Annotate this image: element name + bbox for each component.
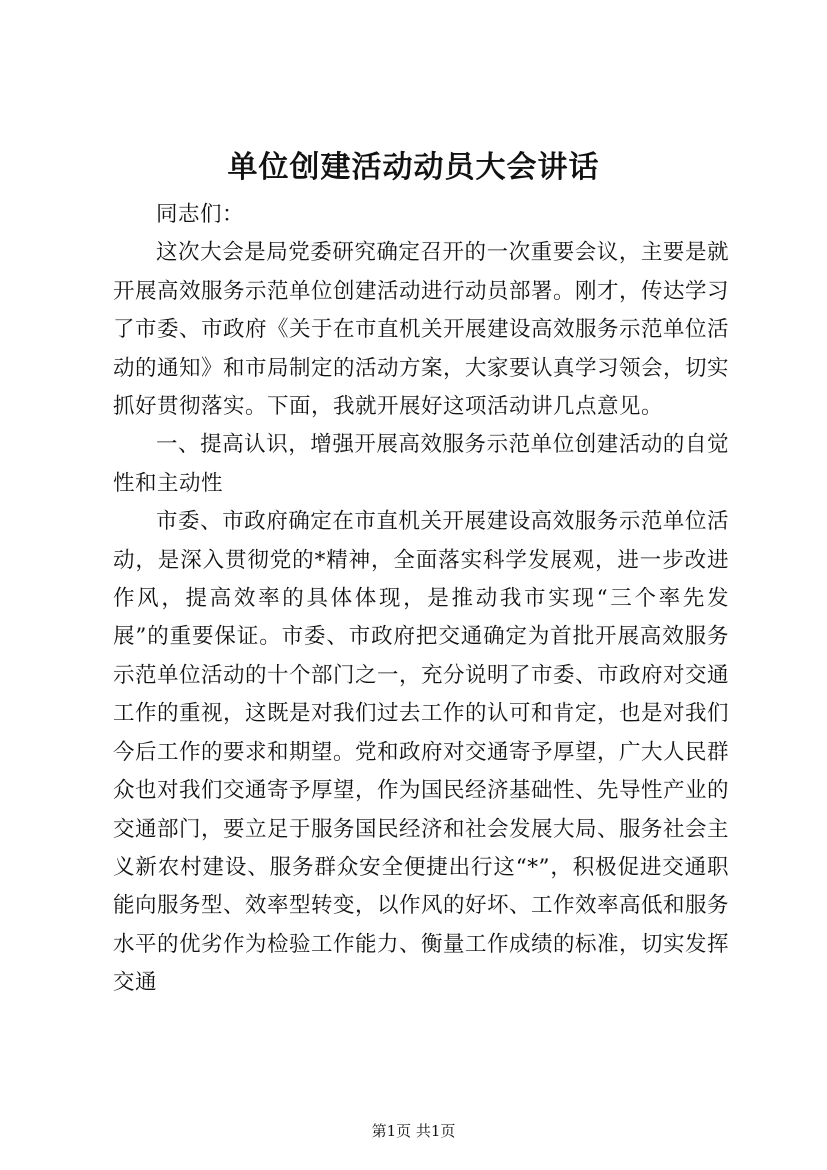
paragraph-intro: 这次大会是局党委研究确定召开的一次重要会议，主要是就开展高效服务示范单位创建活动进行动员部署。刚才，传达学习了市委、市政府《关于在市直机关开展建设高效服务示范单位活动的通知》和市局制定的活动方案，大家要认真学习领会，切实抓好贯彻落实。下面，我就开展好这项活动讲几点意见。	[113, 240, 730, 420]
document-title: 单位创建活动动员大会讲话	[227, 150, 600, 185]
section-heading-1: 一、提高认识，增强开展高效服务示范单位创建活动的自觉性和主动性	[113, 432, 729, 496]
greeting: 同志们：	[156, 202, 245, 227]
page-footer: 第1页 共1页	[371, 1122, 456, 1140]
document-body	[113, 196, 729, 1003]
paragraph-section-1: 市委、市政府确定在市直机关开展建设高效服务示范单位活动，是深入贯彻党的*精神，全面落实科学发展观，进一步改进作风，提高效率的具体体现，是推动我市实现“三个率先发展”的重要保证。市委、市政府把交通确定为首批开展高效服务示范单位活动的十个部门之一，充分说明了市委、市政府对交通工作的重视，这既是对我们过去工作的认可和肯定，也是对我们今后工作的要求和期望。党和政府对交通寄予厚望，广大人民群众也对我们交通寄予厚望，作为国民经济基础性、先导性产业的交通部门，要立足于服务国民经济和社会发展大局、服务社会主义新农村建设、服务群众安全便捷出行这“*”，积极促进交通职能向服务型、效率型转变，以作风的好坏、工作效率高低和服务水平的优劣作为检验工作能力、衡量工作成绩的标准，切实发挥交通	[113, 509, 730, 996]
